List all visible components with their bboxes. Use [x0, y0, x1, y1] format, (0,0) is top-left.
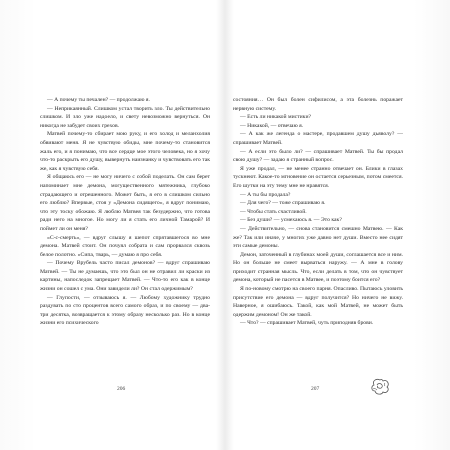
paragraph: Я общаюсь его — не могу ничего с собой поделать. Он сам берет напоминает мне демона, могущественного мятежника, глубоко страдающего и отрешенного. Может быть, я его в слишком сильно его люблю? Впервые, стоя у «Демона сидящего», я вдруг понимаю, что эту тоску обожаю. Я люблю Матвея так безудержно, что готова ради него на многое. Но могу ли я стать его личной Тамарой? И поймет ли он меня? [40, 174, 210, 232]
paragraph: — Глупости, — отзываюсь я. — Любому художнику трудно раздувать по сто процентов всего самого образ, и по своему — два-три десятка, возвращается к этому образу несколько раз. Но в конце жизни его психического [40, 294, 210, 327]
paragraph: — Что? — спрашивает Матвей, чуть приподняв брови. [240, 320, 374, 327]
paragraph: — А если это было ли? — спрашивает Матвей. Ты бы продал свою душу? — задаю я странный вопрос. [233, 148, 403, 164]
paragraph: — Никакой, — отвечаю я. [240, 122, 304, 129]
paragraph: Матвей почему-то сбирает мою руку, и его холод и меланхолия обвивают меня. Я не чувствую обиды, мне почему-то становится жаль его, и я понимаю, что все сердце мое этого человека, но я хочу что-то раскрыть его душу, вывернуть наизнанку и чувствовать его так же, как я чувствую себя. [40, 131, 210, 172]
page-number-right: 207 [311, 386, 320, 392]
paragraph: — А почему ты печален? — продолжаю я. [47, 97, 150, 103]
paragraph: — А ты бы продала? [240, 191, 291, 198]
paragraph: Я уже продал, — не менее странно отвечает он. Блики в глазах тускнеют. Какое-то мгновение он остается серьезным, потом смеется. Его шутки на эту тему мне не нравятся. [233, 165, 403, 189]
paragraph: Я по-новому смотрю на своего парня. Опасливо. Пытаюсь уловить присутствие его демона — вдруг получится? Но ничего не вижу. Наверное, я ошибаюсь. Такой, как мой Матвей, не может быть одержим демоном! Он же такой. [233, 286, 403, 318]
paragraph: — А как же легенда о мастере, продавшем душу дьяволу? — спрашивает Матвей. [233, 131, 403, 146]
page-number-left: 206 [117, 386, 126, 392]
left-page [40, 96, 210, 328]
paragraph: — Действительно, — снова становится смешно Матвею. — Как же? Так или иначе, у многих уже давно нет души. Вместо нее сидят эти самые демоны. [233, 225, 403, 250]
paragraph: состояния… Он был болен сифилисом, а эта болезнь поражает нервную систему. [233, 97, 403, 112]
paragraph: — Почему Врубель часто писал демонов? — вдруг спрашиваю Матвей. — Ты не думаешь, что это был он не отравил ли краски из картины, напоследок запрещает Матвей. — Что-то его как в конце жизни он сошел с ума. Они завидели ли? Он стал одержимым? [40, 260, 210, 293]
right-page [233, 96, 403, 328]
paragraph: «С-с-смерть», — вдруг слышу я шепот спрятавшегося во мне демона. Матвей стоит. Он почуял собрата и сам прорвался сквозь белое полотно. «Сипа, тварь, — думаю я про себя. [40, 234, 210, 258]
paragraph: — Чтобы стать счастливой. [240, 208, 307, 215]
paragraph: — Неприкаянный. Слишком устал творить зло. Ты действительно слишком. И зло уже надоело, и свету невозможно вернуться. Он никогда не забудет своих грехов. [40, 105, 210, 129]
floral-ornament-icon [368, 377, 392, 397]
paragraph: — Без души? — усмехаюсь я. — Это как? [240, 217, 342, 224]
paragraph: — Для чего? — тоже спрашиваю я. [240, 200, 326, 207]
paragraph: — Есть ли никакой мистики? [240, 114, 312, 121]
paragraph: Демон, заточенный в глубинах моей души, соглашается все и ним. Но он больше не смеет вырваться наружу. — А мне в голову приходит странная мысль. Что, если делать в том, что он чувствует демона, который не пасется в Матвее, и поэтому боится его? [233, 251, 403, 284]
